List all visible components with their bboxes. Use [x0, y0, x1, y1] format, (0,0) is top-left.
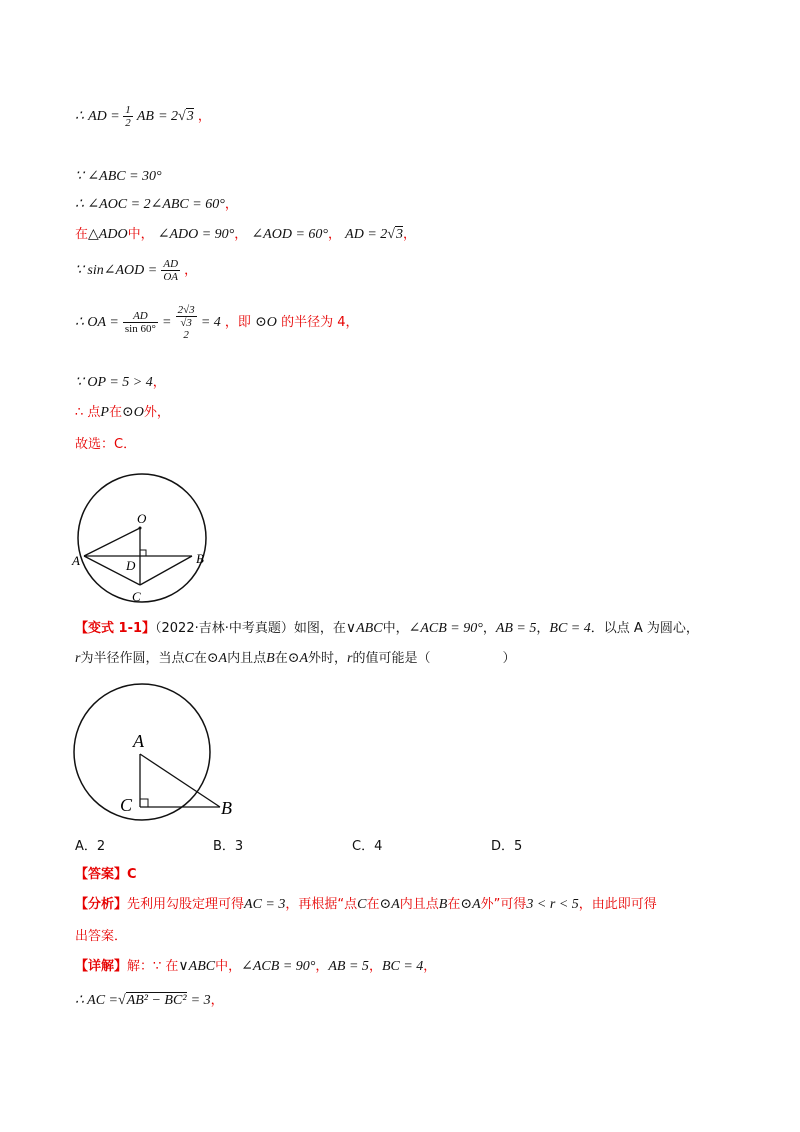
circle-o — [78, 474, 206, 602]
analysis-line1: 【分析】先利用勾股定理可得AC = 3，再根据“点C在⊙A内且点B在⊙A外”可得3 < r < 5，由此即可得 — [75, 897, 657, 912]
option-d: D．5 — [491, 839, 523, 854]
option-a: A．2 — [75, 839, 106, 854]
fraction-half: $\frac{1}{2}$ — [125, 104, 131, 129]
figure-circle-o — [70, 470, 230, 610]
solution-line-triangle-ado: 在△ADO中， ∠ADO = 90°， ∠AOD = 60°， AD = 2√3， — [75, 227, 416, 242]
fraction-ad-sin: $\frac{AD}{\sin 60^\circ}$ — [124, 310, 156, 335]
solution-line-aoc: ∴ ∠AOC = 2∠ABC = 60°， — [75, 197, 238, 212]
fraction-ad-oa: $\frac{AD}{OA}$ — [163, 258, 179, 283]
problem-statement-line1: 【变式 1-1】（2022·吉林·中考真题）如图，在∨ABC中，∠ACB = 90°，AB = 5，BC = 4．以点 A 为圆心， — [75, 621, 699, 636]
label-a: A — [72, 553, 80, 568]
label-c-2: C — [120, 795, 133, 815]
circle-a — [74, 684, 210, 820]
detail-line2: ∴ AC =√AB² − BC² = 3， — [75, 993, 224, 1008]
solution-line-abc: ∵ ∠ABC = 30° — [75, 169, 162, 184]
analysis-line2: 出答案． — [75, 929, 128, 944]
label-c: C — [132, 589, 141, 604]
solution-line-sin: ∵ sin∠AOD = $\frac{AD}{OA}$ ， — [75, 258, 198, 283]
option-c: C．4 — [352, 839, 383, 854]
segment-bc — [140, 556, 192, 585]
problem-statement-line2: r为半径作圆，当点C在⊙A内且点B在⊙A外时，r的值可能是（ ） — [75, 651, 516, 666]
solution-line-point-p: ∴ 点P在⊙O外， — [75, 405, 170, 420]
label-a-2: A — [133, 731, 144, 751]
point-o — [139, 527, 142, 530]
solution-line-choice: 故选：C． — [75, 437, 137, 452]
right-angle-mark-2 — [140, 799, 148, 807]
right-angle-mark — [140, 550, 146, 556]
label-d: D — [126, 558, 136, 573]
segment-ab-2 — [140, 754, 220, 807]
detail-line1: 【详解】解：∵ 在∨ABC中，∠ACB = 90°，AB = 5，BC = 4， — [75, 959, 437, 974]
solution-line-oa: ∴ OA = $\frac{AD}{\sin 60^\circ}$ = 2√3 √3 2 = 4 ，即 ⊙O 的半径为 4， — [75, 304, 359, 341]
answer-line: 【答案】C — [75, 867, 137, 882]
option-b: B．3 — [213, 839, 244, 854]
figure-circle-a — [70, 680, 250, 830]
label-b-2: B — [221, 798, 232, 818]
label-o: O — [137, 511, 147, 526]
fraction-compound: 2√3 √3 2 — [177, 304, 195, 341]
label-b: B — [196, 551, 204, 566]
segment-oa — [84, 528, 140, 556]
solution-line-ad: ∴ AD = $\frac{1}{2}$ AB = 2√3 ， — [75, 104, 211, 129]
solution-line-op: ∵ OP = 5 > 4， — [75, 375, 166, 390]
